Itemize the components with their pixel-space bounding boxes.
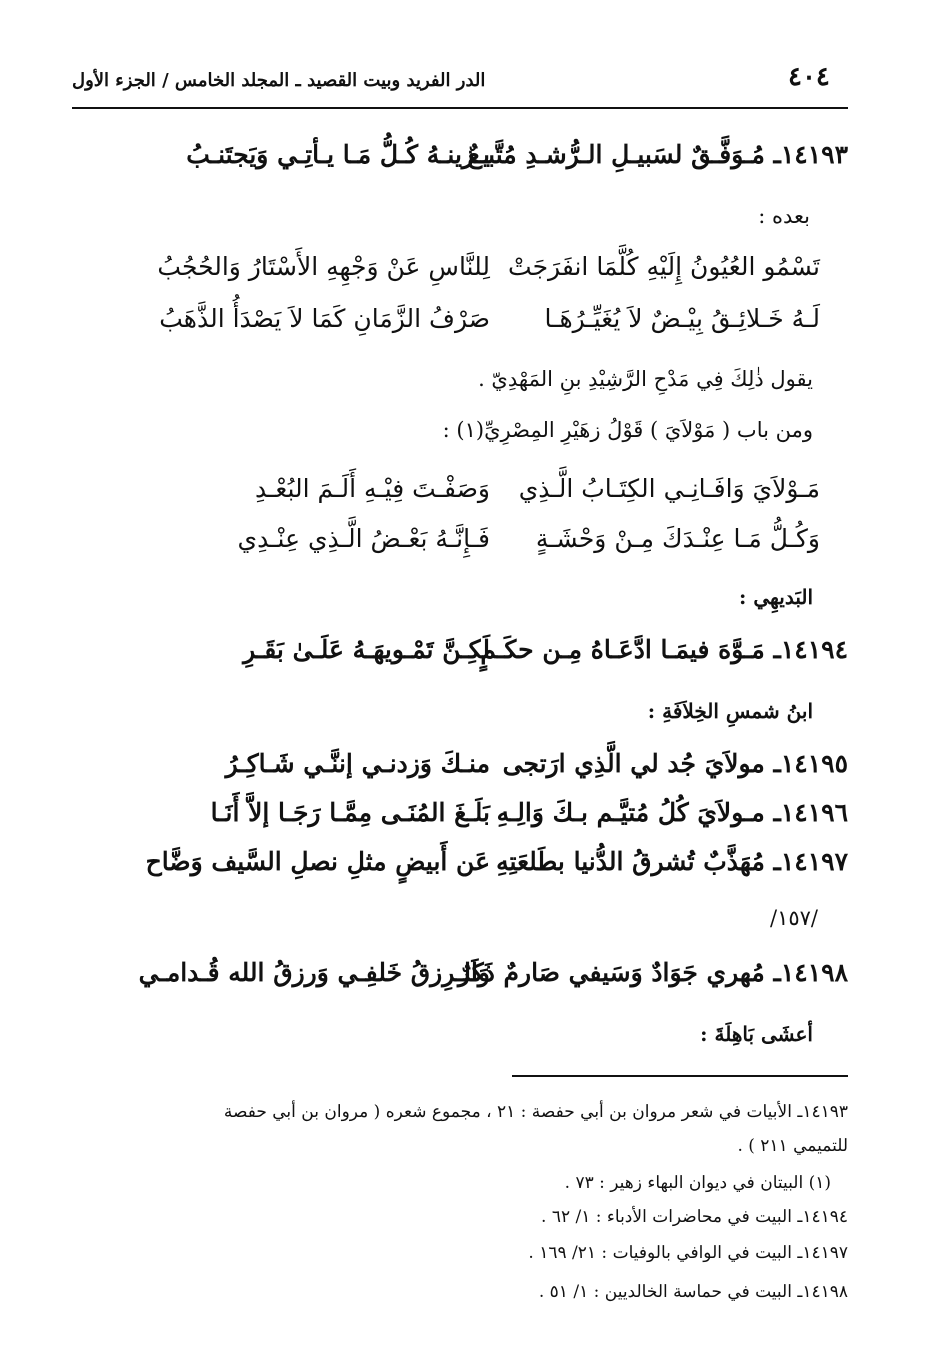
running-title: الدر الفريد وبيت القصيد ـ المجلد الخامس / الجزء الأول [72,70,486,91]
couplet-b2-first: وَكُـلُّ مَـا عِنْـدَكَ مِـنْ وَحْشَـةٍ [535,524,820,553]
couplet-b2-second: فَـإِنَّـهُ بَعْـضُ الَّـذِي عِنْـدِي [237,524,490,553]
label-after: بعده : [758,204,810,228]
verse-14193-first: ١٤١٩٣ـ مُـوَفَّـقٌ لسَبيـلِ الـرُّشـدِ مُتَّبـعٌ [467,140,848,169]
footnote-14193-line1: ١٤١٩٣ـ الأبيات في شعر مروان بن أبي حفصة : ٢١ ، مجموع شعره ( مروان بن أبي حفصة [223,1102,848,1122]
verse-14196-first: ١٤١٩٦ـ مـولاَيَ كُلُ مُتيَّـم بـكَ وَالِـهِ [496,798,848,827]
footnote-14194: ١٤١٩٤ـ البيت في محاضرات الأدباء : ١/ ٦٢ . [541,1207,848,1227]
footnote-rule [512,1075,848,1077]
footnote-14193-line2: للتميمي ٢١١ ) . [737,1136,848,1156]
couplet-a2-first: لَـهُ خَـلائِـقُ بِيْـضٌ لاَ يُغَيِّـرُهَـا [544,304,820,333]
page-number: ٤٠٤ [788,62,830,92]
verse-14193-second: يـزينـهُ كُـلُّ مَـا يـأتِـي وَيَجتَنـبُ [186,140,490,169]
verse-14198-first: ١٤١٩٨ـ مُهري جَوَادٌ وَسَيفي صَارمٌ ذَكَرٌ [458,958,848,987]
label-ibn-shams: ابنُ شمسِ الخِلاَفَةِ : [647,699,813,723]
label-badihi: البَديهِي : [739,585,813,609]
couplet-b1-first: مَـوْلاَيَ وَافَـانِـي الكِتَـابُ الَّـذِي [518,474,820,503]
verse-14197-first: ١٤١٩٧ـ مُهَذَّبٌ تُشرقُ الدُّنيا بطَلعَتِهِ [496,847,848,876]
couplet-b1-second: وَصَفْـتَ فِيْـهِ أَلَـمَ البُعْـدِ [254,474,490,503]
couplet-a2-second: صَرْفُ الزَّمَانِ كَمَا لاَ يَصْدَأُ الذَّهَبُ [159,304,490,333]
footnote-14198: ١٤١٩٨ـ البيت في حماسة الخالديين : ١/ ٥١ . [538,1282,848,1302]
page-marker: /١٥٧/ [770,906,818,930]
verse-14195-second: منـكَ وَزدنـي إننَّـي شَـاكِـرُ [225,749,490,778]
verse-14196-second: بَلَـغَ المُنَـى مِمَّـا رَجَـا إلاَّ أَنَـا [210,798,490,827]
header-rule [72,107,848,109]
footnote-14197: ١٤١٩٧ـ البيت في الوافي بالوفيات : ٢١/ ١٦٩ . [528,1243,848,1263]
verse-14194-first: ١٤١٩٤ـ مَـوَّهَ فيمَـا ادَّعَـاهُ مِـن حكَـمٍ [480,635,848,664]
prose-line-2: ومن باب ( مَوْلاَيَ ) قَوْلُ زهَيْرِ المِصْرِيِّ(١) : [442,418,813,442]
verse-14195-first: ١٤١٩٥ـ مولاَيَ جُد لي الَّذِي ارَتجى [502,749,848,778]
prose-line-1: يقول ذٰلِكَ فِي مَدْحِ الرَّشِيْدِ بنِ المَهْدِيّ . [478,367,813,391]
couplet-a1-first: تَسْمُو العُيُونُ إِلَيْهِ كُلَّمَا انفَرَجَتْ [508,252,820,281]
couplet-a1-second: لِلنَّاسِ عَنْ وَجْهِهِ الأَسْتَارُ وَالحُجُبُ [157,252,490,281]
footnote-1: (١) البيتان في ديوان البهاء زهير : ٧٣ . [564,1173,831,1193]
verse-14194-second: لَكِـنَّ تَمْـويهَـهُ عَلَـىٰ بَقَـرِ [243,635,490,664]
verse-14197-second: عَن أَبيضٍ مثلِ نصلِ السَّيف وَضَّاح [145,847,490,876]
label-asha: أعشَى بَاهِلَةَ : [700,1022,813,1046]
verse-14198-second: وَالـرِزقُ خَلفِـي وَرزقُ الله قُـدامـي [138,958,490,987]
